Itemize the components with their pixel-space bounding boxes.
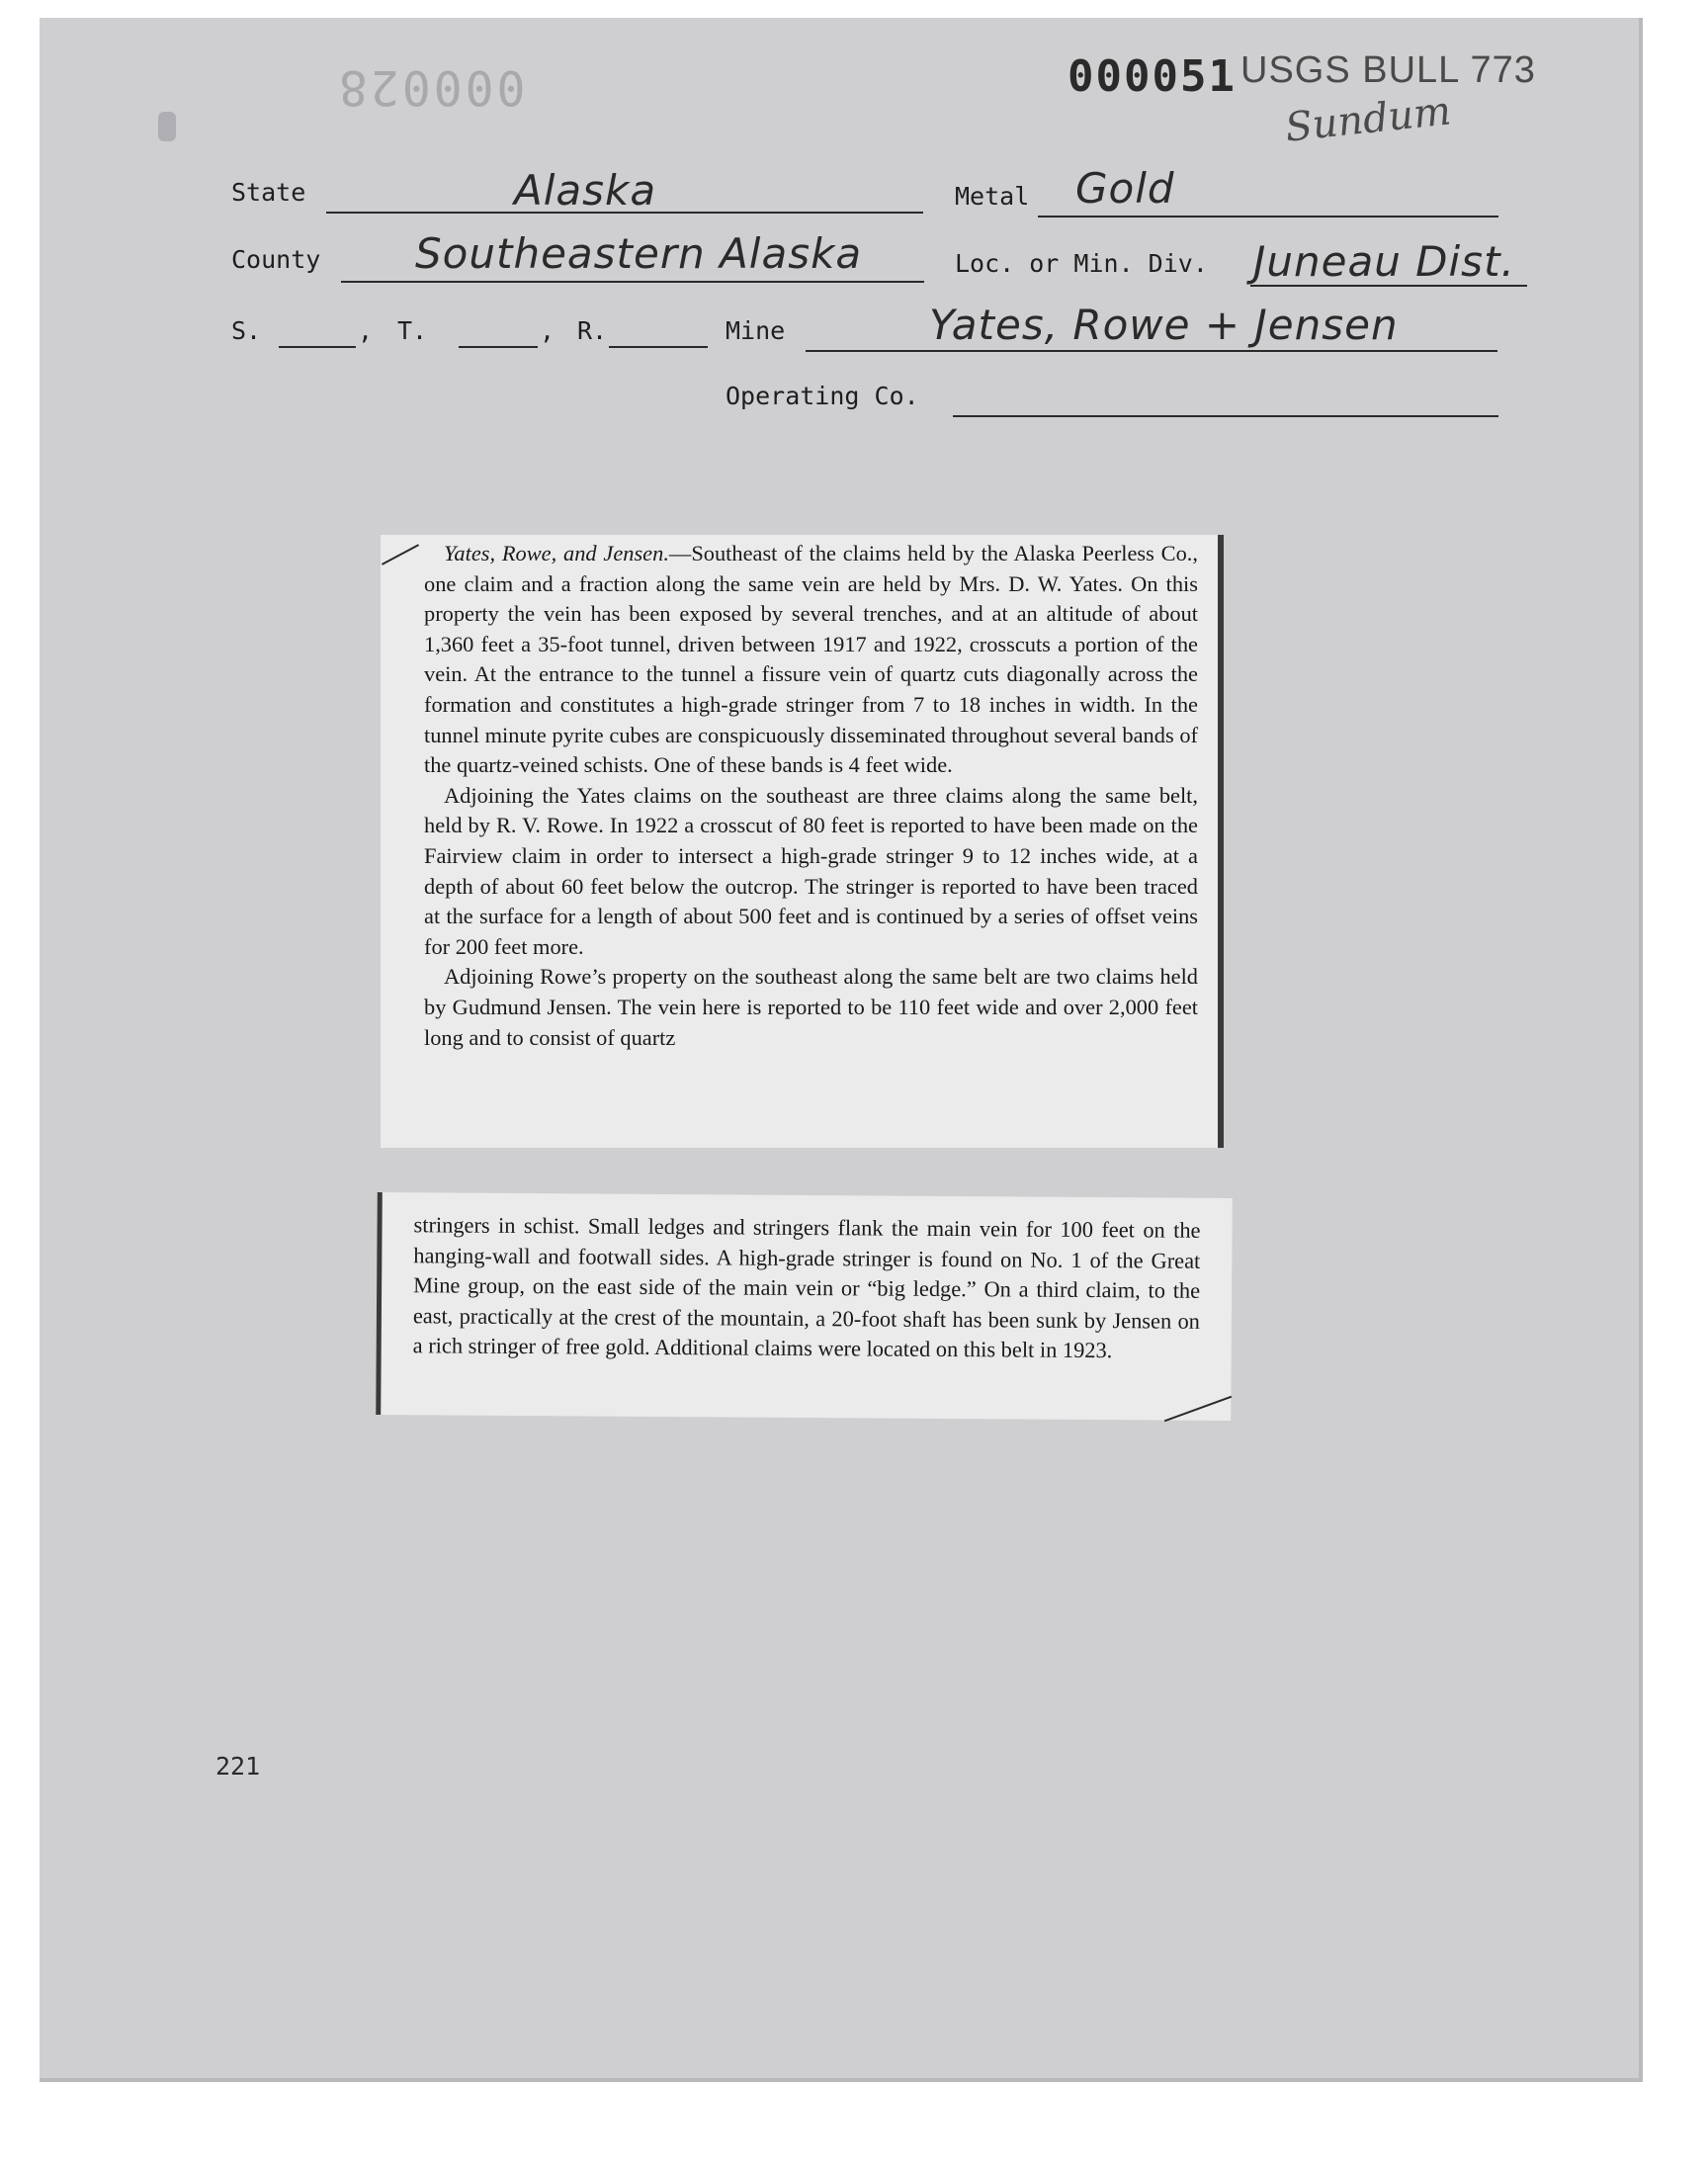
bottom-margin	[0, 2111, 1708, 2175]
metal-line	[1038, 216, 1498, 218]
t-line	[459, 346, 538, 348]
r-label: R.	[577, 316, 608, 345]
mine-line	[806, 350, 1497, 352]
clipping-1-paragraph-2: Adjoining the Yates claims on the southeast are three claims along the same belt, held by R. V. Rowe. In 1922 a crosscut of 80 feet is reported to have been made on the Fairview claim in order to intersect a high-grade stringer 9 to 12 inches wide, at a depth of about 60 feet below the outcrop. The stringer is reported to have been traced at the surface for a length of about 500 feet and is continued by a series of offset veins for 200 feet more.	[424, 782, 1198, 959]
clipping-2-paragraph: stringers in schist. Small ledges and stringers flank the main vein for 100 feet on the hanging-wall and footwall sides. A high-grade stringer is found on No. 1 of the Great Mine group, on the east side of the main vein or “big ledge.” On a third claim, to the east, practically at the crest of the mountain, a 20-foot shaft has been sunk by Jensen on a rich stringer of free gold. Additional claims were located on this belt in 1923.	[412, 1212, 1201, 1363]
comma: ,	[358, 316, 374, 345]
operating-label: Operating Co.	[726, 382, 919, 410]
page-number: 221	[215, 1752, 261, 1781]
faded-stamp-number: 000028	[336, 59, 526, 115]
county-line	[341, 281, 924, 283]
s-label: S.	[231, 316, 262, 345]
mine-label: Mine	[726, 316, 786, 345]
s-line	[279, 346, 356, 348]
comma: ,	[540, 316, 555, 345]
county-label: County	[231, 245, 321, 274]
loc-value: Juneau Dist.	[1253, 237, 1515, 286]
lead-heading: Yates, Rowe, and Jensen.	[444, 541, 669, 566]
clipping-1-paragraph-3: Adjoining Rowe’s property on the southeast along the same belt are two claims held by Gudmund Jensen. The vein here is reported to be 110 feet wide and over 2,000 feet long and to consist of quartz	[424, 964, 1198, 1050]
clipping-2	[376, 1192, 1233, 1421]
state-label: State	[231, 178, 306, 207]
mine-value: Yates, Rowe + Jensen	[929, 301, 1399, 349]
r-line	[609, 346, 708, 348]
operating-line	[953, 415, 1498, 417]
clipping-1-paragraph-1	[424, 539, 1198, 781]
smudge-mark	[158, 112, 176, 141]
metal-label: Metal	[955, 182, 1030, 211]
metal-value: Gold	[1075, 164, 1175, 213]
clipping-1	[381, 535, 1224, 1148]
paragraph-1-text: —Southeast of the claims held by the Alaska Peerless Co., one claim and a fraction along the same vein are held by Mrs. D. W. Yates. On this property the vein has been exposed by several trenches, and at an altitude of about 1,360 feet a 35-foot tunnel, driven between 1917 and 1922, crosscuts a portion of the vein. At the entrance to the tunnel a fissure vein of quartz cuts diagonally across the formation and constitutes a high-grade stringer from 7 to 18 inches in width. In the tunnel minute pyrite cubes are conspicuously disseminated throughout several bands of the quartz-veined schists. One of these bands is 4 feet wide.	[424, 541, 1198, 778]
t-label: T.	[397, 316, 428, 345]
stamp-number: 000051	[1068, 51, 1237, 102]
county-value: Southeastern Alaska	[415, 229, 863, 278]
state-value: Alaska	[514, 166, 657, 215]
handwritten-signature: Sundum	[1283, 88, 1454, 151]
loc-label: Loc. or Min. Div.	[955, 249, 1208, 278]
bulletin-reference: USGS BULL 773	[1240, 49, 1536, 91]
